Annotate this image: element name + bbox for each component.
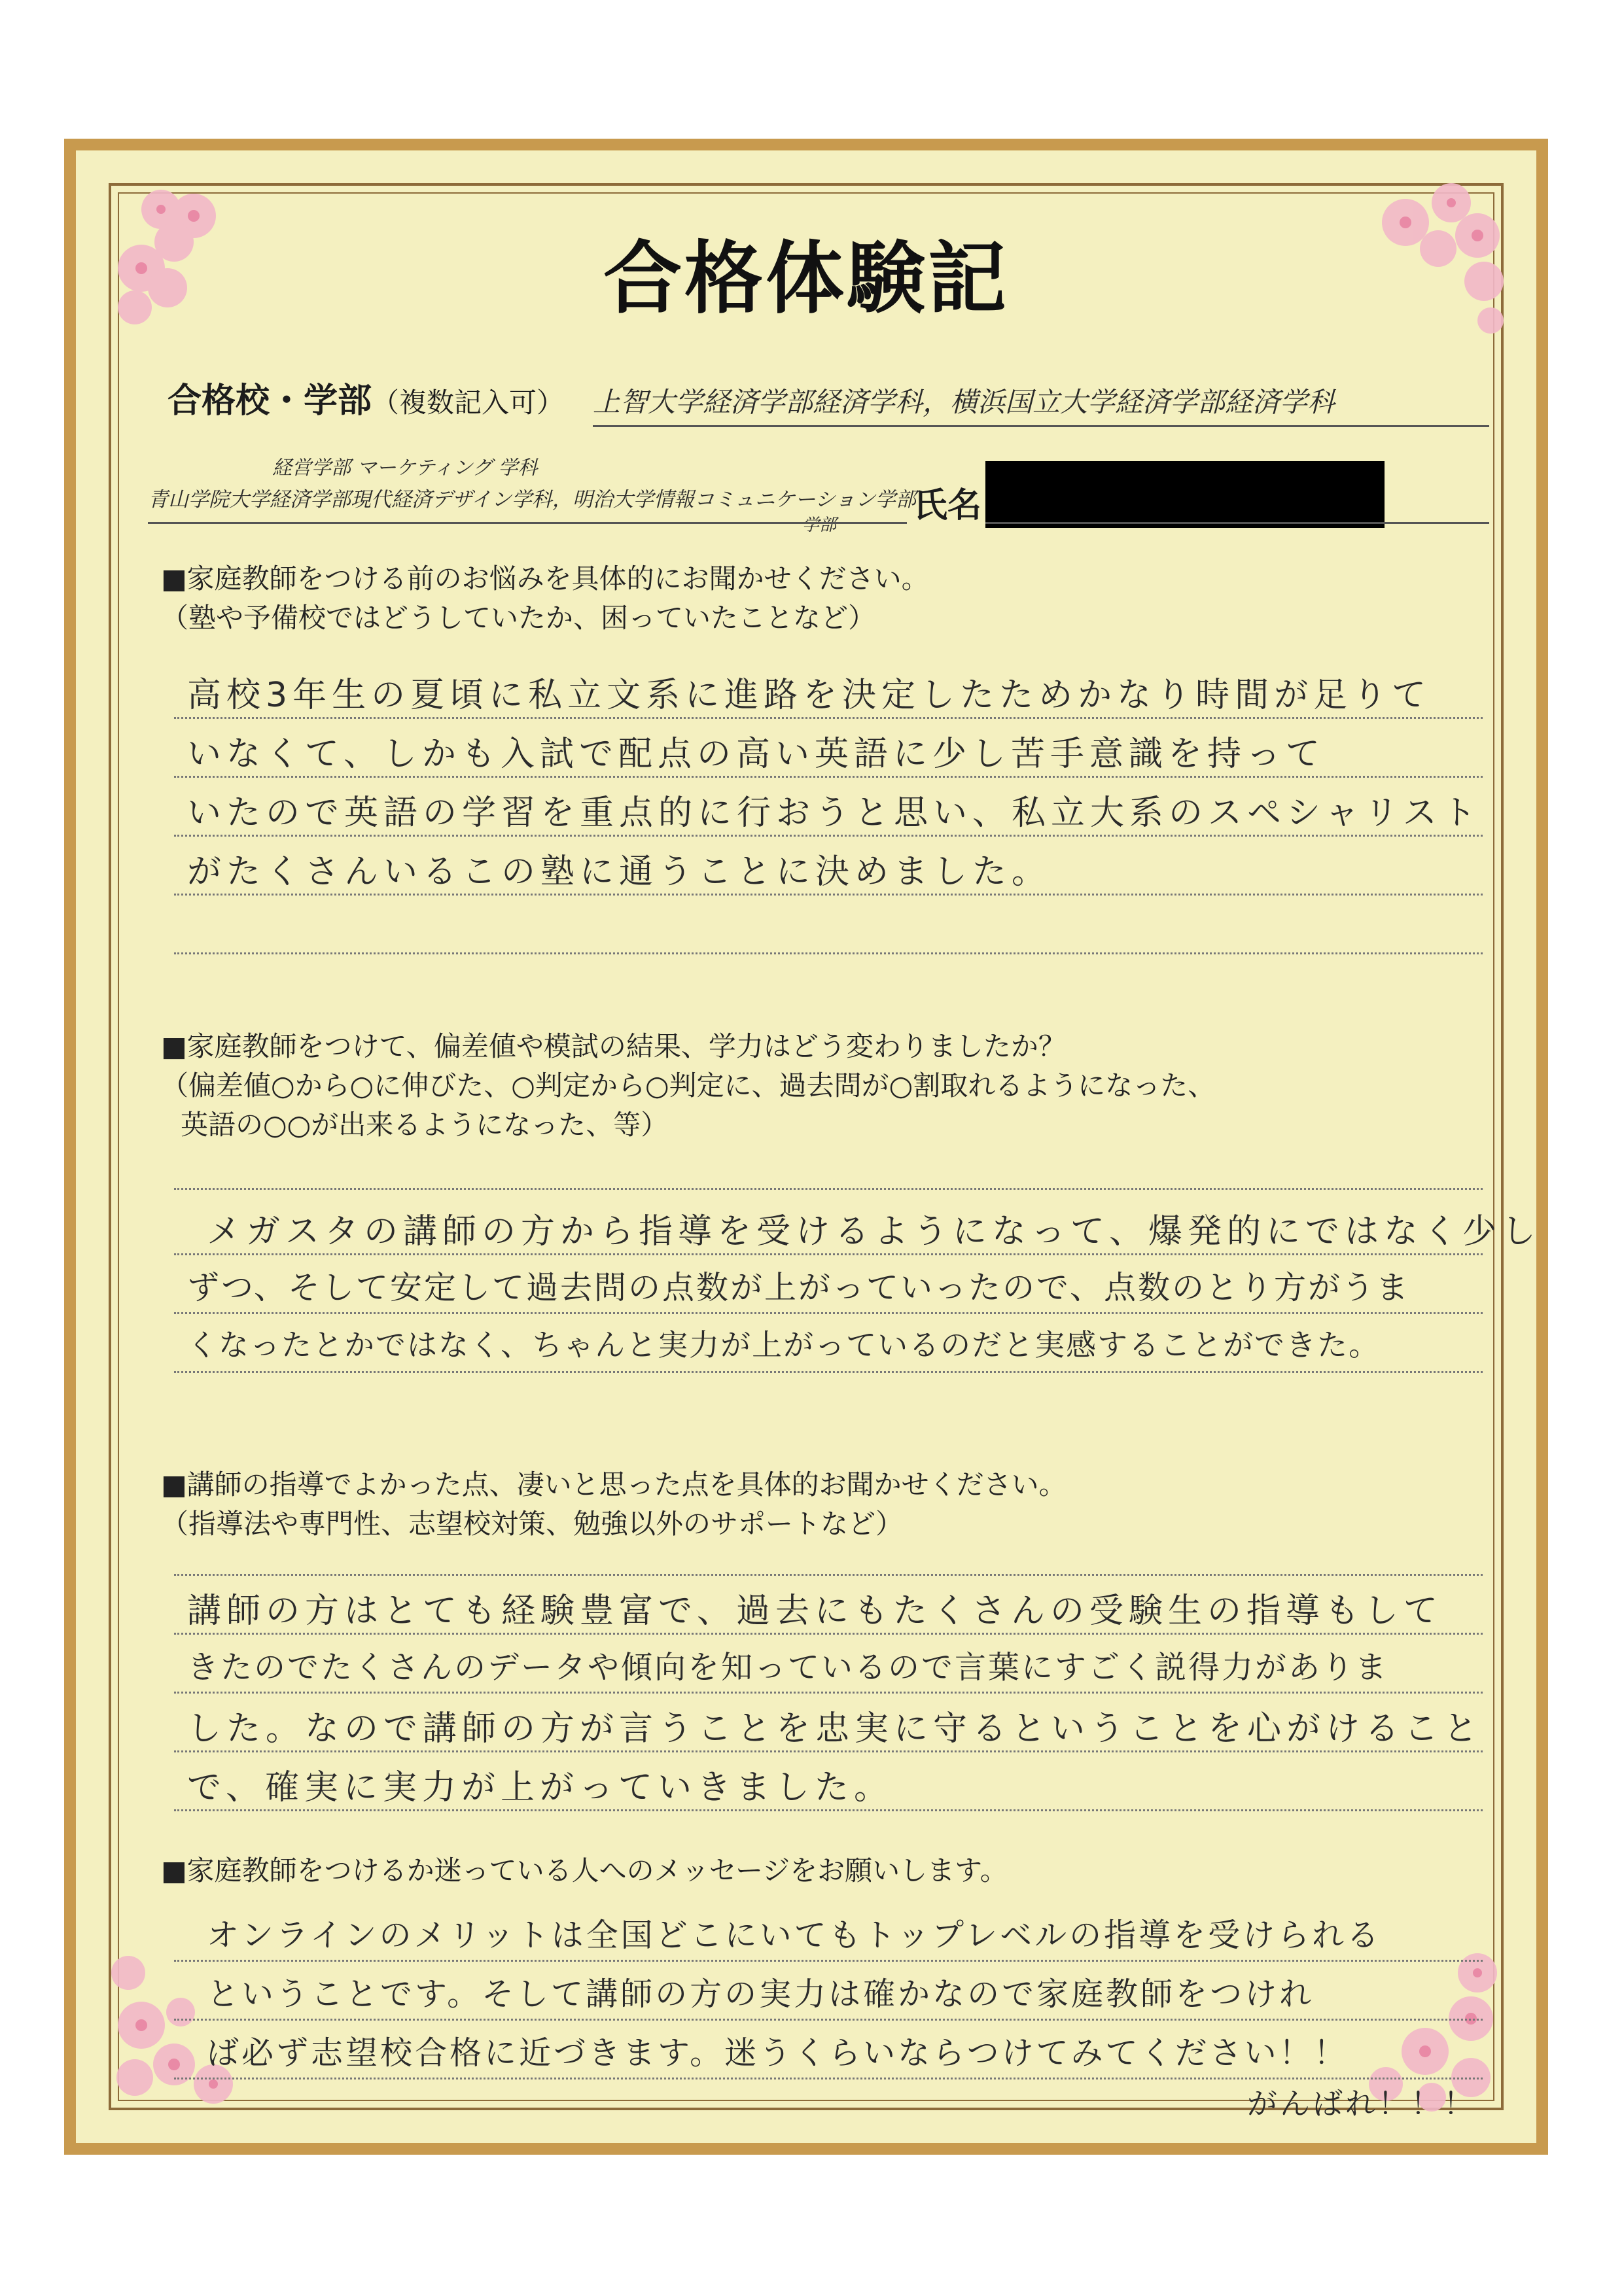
ruled-line: [174, 894, 1483, 896]
ruled-line: [174, 776, 1483, 778]
question-sub: （偏差値○から○に伸びた、○判定から○判定に、過去問が○割取れるようになった、: [161, 1070, 1216, 1102]
answer-line: いなくて、しかも入試で配点の高い英語に少し苦手意識を持って: [187, 735, 1325, 774]
question-sub: （指導法や専門性、志望校対策、勉強以外のサポートなど）: [161, 1508, 904, 1540]
ruled-line: [174, 2078, 1483, 2079]
school-answer-1: 上智大学経済学部経済学科，横浜国立大学経済学部経済学科: [593, 386, 1335, 418]
name-label: 氏名: [913, 486, 982, 525]
question-4: [161, 1851, 1008, 1890]
question-heading: ■家庭教師をつける前のお悩みを具体的にお聞かせください。: [161, 563, 929, 595]
page-title: 合格体験記: [603, 232, 1009, 324]
ruled-line: [174, 1253, 1483, 1255]
ruled-line: [174, 1692, 1483, 1694]
ruled-line: [174, 1188, 1483, 1190]
school-answer-annotation-2: 学部: [802, 515, 837, 535]
ruled-line: [174, 1574, 1483, 1576]
ruled-line: [174, 1312, 1483, 1314]
ruled-line: [174, 1750, 1483, 1752]
ruled-line: [174, 1633, 1483, 1635]
answer-line: くなったとかではなく、ちゃんと実力が上がっているのだと実感することができた。: [187, 1327, 1381, 1363]
ruled-line: [174, 1960, 1483, 1962]
ruled-line: [174, 1809, 1483, 1811]
answer-line: した。なので講師の方が言うことを忠実に守るということを心がけること: [187, 1709, 1483, 1748]
question-sub: （塾や予備校ではどうしていたか、困っていたことなど）: [161, 602, 876, 634]
question-3: [161, 1465, 1067, 1544]
school-note: （複数記入可）: [372, 387, 565, 419]
answer-line: 講師の方はとても経験豊富で、過去にもたくさんの受験生の指導もして: [187, 1592, 1443, 1631]
school-underline-2: [148, 522, 907, 524]
answer-line: いたので英語の学習を重点的に行おうと思い、私立大系のスペシャリスト: [187, 793, 1481, 833]
question-heading: ■家庭教師をつけるか迷っている人へのメッセージをお願いします。: [161, 1854, 1008, 1887]
name-underline: [985, 522, 1489, 524]
closing-message: がんばれ！！！: [1247, 2086, 1476, 2121]
answer-line: きたのでたくさんのデータや傾向を知っているので言葉にすごく説得力がありま: [187, 1649, 1389, 1686]
school-answer-2: 青山学院大学経済学部現代経済デザイン学科，明治大学情報コミュニケーション学部: [148, 488, 916, 512]
ruled-line: [174, 2019, 1483, 2021]
school-underline: [593, 425, 1489, 427]
answer-line: オンラインのメリットは全国どこにいてもトップレベルの指導を受けられる: [207, 1917, 1382, 1954]
question-sub: 英語の○○が出来るようになった、等）: [181, 1109, 669, 1141]
ruled-line: [174, 717, 1483, 719]
certificate-frame: [64, 139, 1548, 2155]
answer-line: ずつ、そして安定して過去問の点数が上がっていったので、点数のとり方がうま: [187, 1269, 1411, 1306]
ruled-line: [174, 952, 1483, 954]
question-2: [161, 1027, 1215, 1145]
ruled-line: [174, 1371, 1483, 1373]
question-1: [161, 559, 929, 638]
school-label: [168, 373, 564, 422]
answer-line: メガスタの講師の方から指導を受けるようになって、爆発的にではなく少し: [207, 1212, 1541, 1251]
answer-line: ということです。そして講師の方の実力は確かなので家庭教師をつけれ: [207, 1975, 1315, 2013]
school-answer-annotation: 経営学部 マーケティング 学科: [272, 457, 538, 479]
redacted-name: [985, 461, 1385, 528]
answer-line: ば必ず志望校合格に近づきます。迷うくらいならつけてみてください！！: [207, 2034, 1349, 2072]
school-label-text: 合格校・学部: [168, 381, 372, 421]
answer-line: で、確実に実力が上がっていきました。: [187, 1768, 893, 1807]
ruled-line: [174, 835, 1483, 837]
question-heading: ■家庭教師をつけて、偏差値や模試の結果、学力はどう変わりましたか？: [161, 1030, 1066, 1062]
answer-line: 高校3年生の夏頃に私立文系に進路を決定したためかなり時間が足りて: [187, 676, 1432, 715]
answer-line: がたくさんいるこの塾に通うことに決めました。: [187, 852, 1051, 892]
question-heading: ■講師の指導でよかった点、凄いと思った点を具体的お聞かせください。: [161, 1469, 1067, 1501]
